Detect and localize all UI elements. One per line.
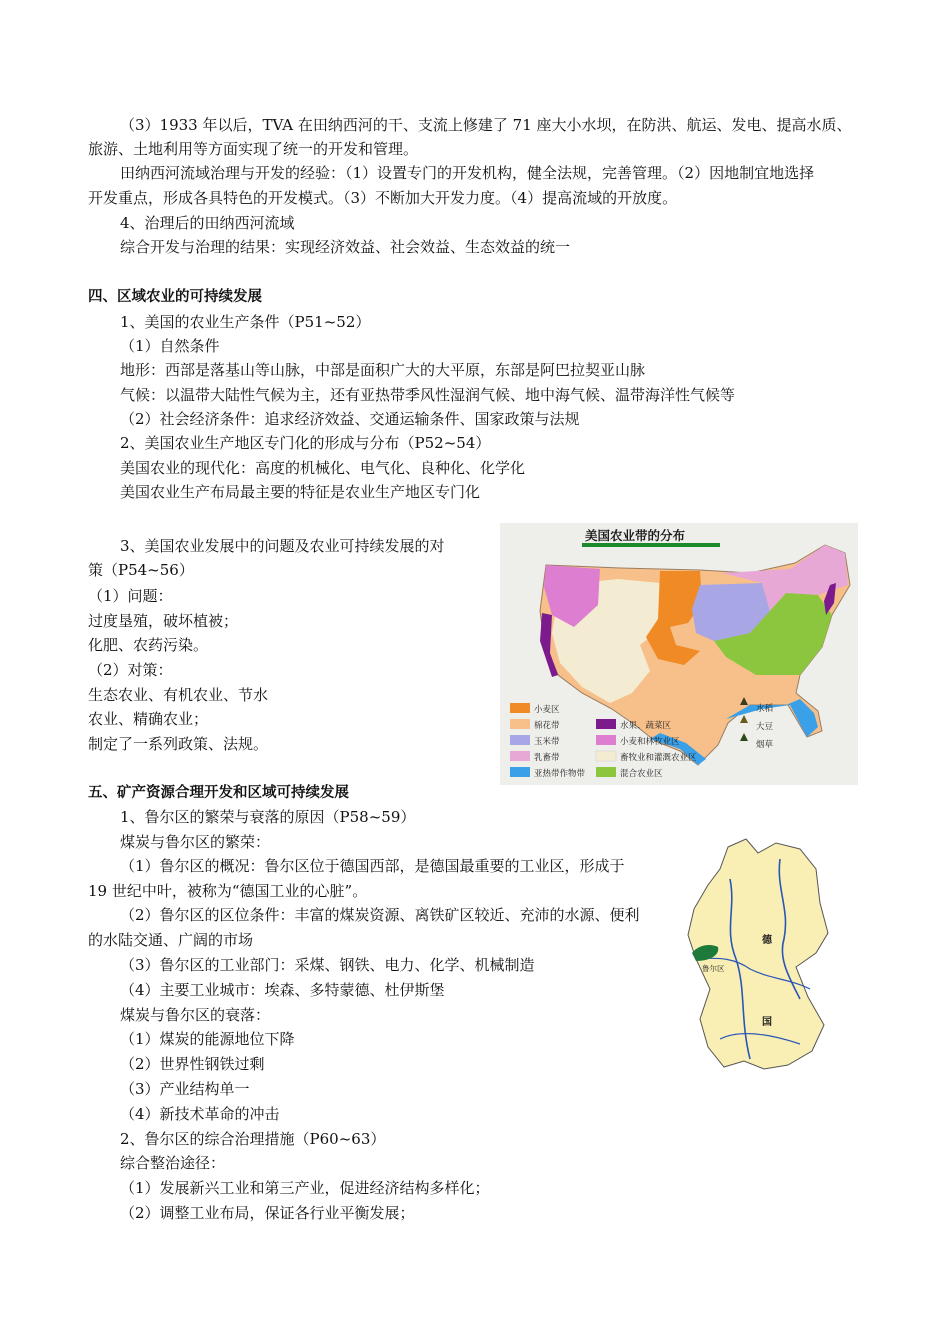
section-heading-minerals: 五、矿产资源合理开发和区域可持续发展	[88, 785, 349, 801]
legend-label: 乳畜带	[534, 753, 560, 763]
germany-label-de: 德	[762, 935, 772, 946]
item-way-2: （2）调整工业布局，保证各行业平衡发展；	[120, 1204, 415, 1222]
item-social-conditions: （2）社会经济条件：追求经济效益、交通运输条件、国家政策与法规	[120, 410, 580, 428]
symbol-label: 大豆	[756, 722, 774, 732]
legend-label: 小麦和林牧业区	[620, 737, 680, 747]
item-decline-4: （4）新技术革命的冲击	[120, 1105, 280, 1123]
item-measure-1: 生态农业、有机农业、节水	[88, 686, 269, 704]
paragraph-tva-line1: （3）1933 年以后，TVA 在田纳西河的干、支流上修建了 71 座大小水坝，在防洪、航运、发电、提高水质、	[120, 116, 852, 134]
subheading-us-problems-line1: 3、美国农业发展中的问题及农业可持续发展的对	[120, 537, 445, 555]
item-ruhr-location-line2: 的水陆交通、广阔的市场	[88, 931, 254, 949]
germany-label-guo: 国	[762, 1017, 772, 1028]
item-decline-2: （2）世界性钢铁过剩	[120, 1055, 265, 1073]
item-problem-1: 过度垦殖，破坏植被；	[88, 612, 239, 630]
item-modernization: 美国农业的现代化：高度的机械化、电气化、良种化、化学化	[120, 459, 526, 477]
item-climate: 气候：以温带大陆性气候为主，还有亚热带季风性湿润气候、地中海气候、温带海洋性气候等	[120, 386, 736, 404]
subheading-us-specialization: 2、美国农业生产地区专门化的形成与分布（P52~54）	[120, 434, 491, 452]
legend-label: 水果、蔬菜区	[620, 721, 672, 731]
item-measure-3: 制定了一系列政策、法规。	[88, 735, 269, 753]
legend-label: 玉米带	[534, 737, 560, 747]
us-agriculture-map	[500, 523, 858, 785]
paragraph-result: 综合开发与治理的结果：实现经济效益、社会效益、生态效益的统一	[120, 238, 571, 256]
item-ruhr-overview-line2: 19 世纪中叶，被称为“德国工业的心脏”。	[88, 882, 368, 900]
item-ruhr-overview-line1: （1）鲁尔区的概况：鲁尔区位于德国西部，是德国最重要的工业区，形成于	[120, 857, 625, 875]
item-ruhr-cities: （4）主要工业城市：埃森、多特蒙德、杜伊斯堡	[120, 981, 445, 999]
item-terrain: 地形：西部是落基山等山脉，中部是面积广大的大平原，东部是阿巴拉契亚山脉	[120, 361, 646, 379]
section-heading-agriculture: 四、区域农业的可持续发展	[88, 289, 262, 305]
item-measure-2: 农业、精确农业；	[88, 710, 209, 728]
item-problem-2: 化肥、农药污染。	[88, 636, 209, 654]
item-natural-conditions: （1）自然条件	[120, 337, 220, 355]
paragraph-tva-line2: 旅游、土地利用等方面实现了统一的开发和管理。	[88, 140, 419, 158]
paragraph-experience-line2: 开发重点，形成各具特色的开发模式。（3）不断加大开发力度。（4）提高流域的开放度。	[88, 189, 678, 207]
item-way-1: （1）发展新兴工业和第三产业，促进经济结构多样化；	[120, 1179, 490, 1197]
item-main-feature: 美国农业生产布局最主要的特征是农业生产地区专门化	[120, 483, 481, 501]
ruhr-label: 鲁尔区	[702, 964, 725, 973]
legend-label: 小麦区	[534, 705, 560, 715]
item-decline-3: （3）产业结构单一	[120, 1080, 250, 1098]
subheading-us-problems-line2: 策（P54~56）	[88, 561, 194, 579]
subheading-us-conditions: 1、美国的农业生产条件（P51~52）	[120, 313, 371, 331]
subheading-ruhr-reasons: 1、鲁尔区的繁荣与衰落的原因（P58~59）	[120, 808, 416, 826]
item-ruhr-industries: （3）鲁尔区的工业部门：采煤、钢铁、电力、化学、机械制造	[120, 956, 535, 974]
symbol-label: 水稻	[756, 704, 774, 714]
item-ruhr-boom: 煤炭与鲁尔区的繁荣：	[120, 833, 271, 851]
symbol-label: 烟草	[756, 740, 774, 750]
item-ruhr-decline: 煤炭与鲁尔区的衰落：	[120, 1006, 271, 1024]
subheading-tennessee-after: 4、治理后的田纳西河流域	[120, 214, 295, 232]
subheading-ruhr-measures: 2、鲁尔区的综合治理措施（P60~63）	[120, 1130, 386, 1148]
item-measures: （2）对策：	[88, 661, 173, 679]
item-decline-1: （1）煤炭的能源地位下降	[120, 1030, 295, 1048]
us-map-title: 美国农业带的分布	[585, 528, 686, 543]
paragraph-experience-line1: 田纳西河流域治理与开发的经验：（1）设置专门的开发机构，健全法规，完善管理。（2）因地制宜地选择	[120, 164, 815, 182]
legend-label: 混合农业区	[620, 769, 663, 779]
item-ways: 综合整治途径：	[120, 1154, 226, 1172]
germany-map	[680, 829, 832, 1086]
item-problems: （1）问题：	[88, 587, 173, 605]
legend-label: 棉花带	[534, 721, 560, 731]
legend-label: 亚热带作物带	[534, 769, 586, 779]
legend-label: 畜牧业和灌溉农业区	[620, 753, 697, 763]
item-ruhr-location-line1: （2）鲁尔区的区位条件：丰富的煤炭资源、离铁矿区较近、充沛的水源、便利	[120, 906, 640, 924]
